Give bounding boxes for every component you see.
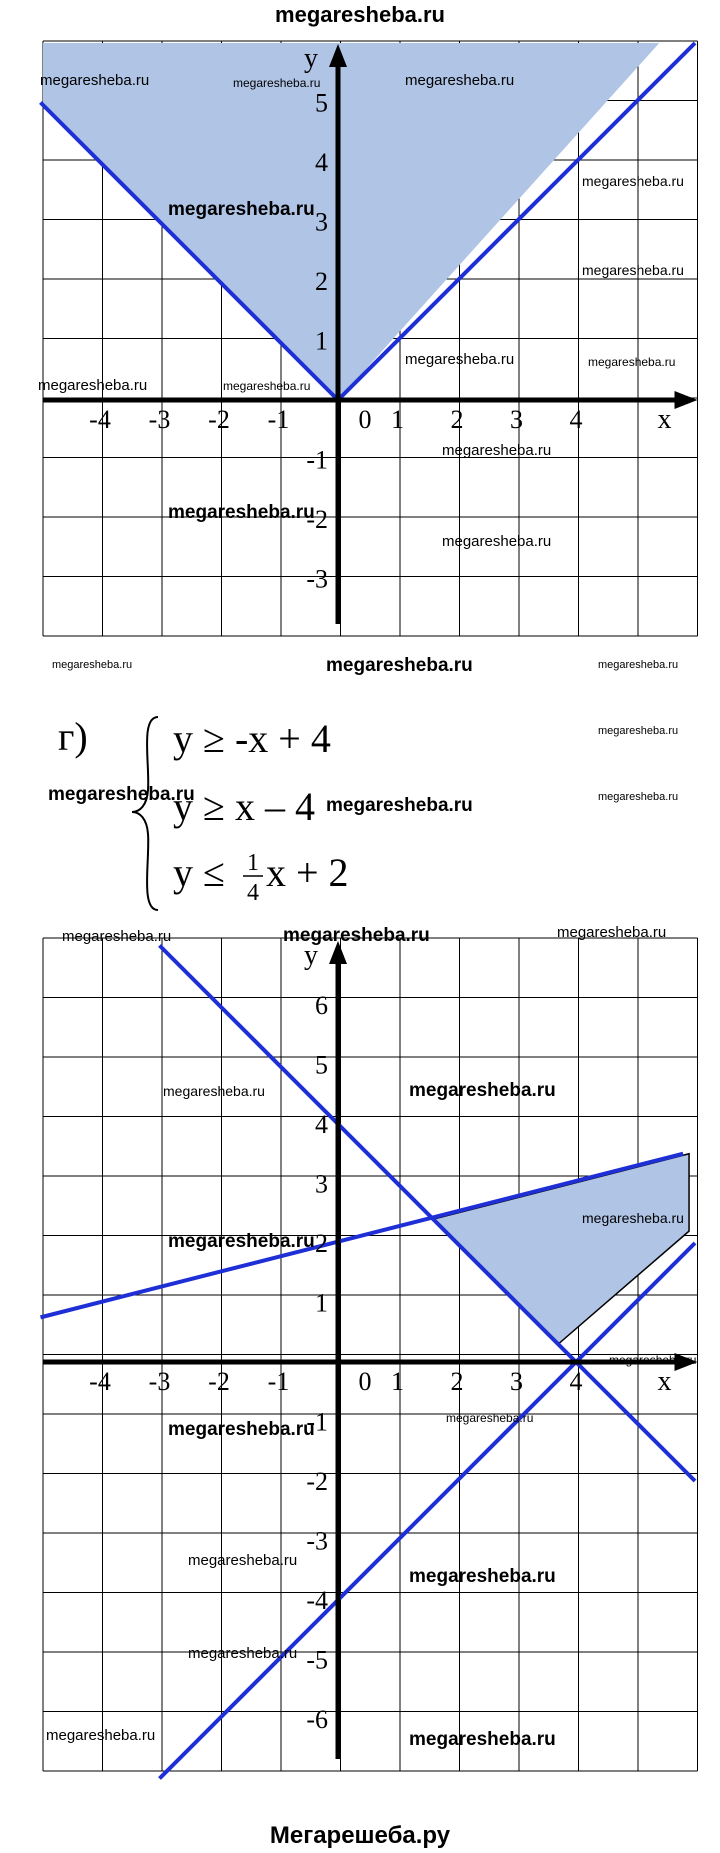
inequality-3-rhs: x + 2 (266, 850, 349, 895)
y-tick-label: 5 (315, 1050, 328, 1080)
watermark-text: megaresheba.ru (46, 1727, 156, 1744)
x-tick-label: 2 (450, 405, 464, 434)
watermark-text: megaresheba.ru (582, 1210, 684, 1226)
chart-2-grid (43, 938, 698, 1771)
system-label: г) (58, 714, 88, 759)
x-tick-label: 2 (450, 1367, 464, 1396)
watermark-text: megaresheba.ru (62, 928, 172, 945)
y-tick-label: 5 (315, 88, 328, 118)
y-tick-label: 1 (315, 1288, 328, 1318)
x-tick-label: -2 (208, 405, 230, 434)
chart-1-y-axis-label: y (304, 43, 318, 74)
inequality-2: y ≥ x – 4 (173, 784, 315, 829)
watermark-text: megaresheba.ru (52, 659, 133, 671)
watermark-text: megaresheba.ru (233, 76, 321, 90)
y-tick-label: -2 (306, 1467, 328, 1496)
watermark-text: megaresheba.ru (442, 442, 552, 459)
watermark-text: megaresheba.ru (38, 377, 148, 394)
watermark-text: megaresheba.ru (582, 173, 684, 189)
x-tick-label: 0 (358, 405, 372, 434)
x-tick-label: -2 (208, 1367, 230, 1396)
fraction-numerator: 1 (247, 850, 259, 876)
watermark-text: megaresheba.ru (609, 1353, 697, 1367)
chart-1-shaded-region (43, 43, 659, 400)
y-tick-label: -4 (306, 1586, 328, 1615)
footer-watermark: Мегарешеба.ру (269, 1822, 451, 1849)
watermark-text: megaresheba.ru (168, 502, 315, 523)
x-tick-label: -4 (89, 405, 111, 434)
y-tick-label: 3 (315, 207, 328, 237)
fraction-denominator: 4 (247, 880, 259, 906)
watermark-text: megaresheba.ru (409, 1566, 556, 1587)
watermark-text: megaresheba.ru (326, 795, 473, 816)
watermark-text: megaresheba.ru (48, 784, 195, 805)
watermark-text: megaresheba.ru (598, 791, 679, 803)
watermark-text: megaresheba.ru (283, 925, 430, 946)
watermark-text: megaresheba.ru (168, 1231, 315, 1252)
watermark-text: megaresheba.ru (40, 72, 150, 89)
brace-icon (132, 717, 158, 910)
inequality-1: y ≥ -x + 4 (173, 716, 331, 761)
y-tick-label: 4 (315, 148, 328, 177)
inequality-system (58, 714, 349, 910)
chart-2 (41, 938, 698, 1779)
header-watermark: megaresheba.ru (275, 2, 445, 27)
chart-2-shaded-region (433, 1154, 689, 1344)
y-tick-label: 6 (315, 991, 328, 1020)
x-tick-label: 3 (510, 405, 523, 434)
x-axis-arrow-icon (675, 391, 698, 409)
y-tick-label: -5 (306, 1645, 328, 1675)
y-tick-label: -1 (306, 1407, 328, 1437)
chart-1-x-axis-label: x (657, 404, 672, 435)
y-tick-label: 1 (315, 326, 328, 356)
watermark-text: megaresheba.ru (168, 1419, 315, 1440)
y-tick-label: -3 (306, 1526, 328, 1556)
watermark-text: megaresheba.ru (168, 199, 315, 220)
x-tick-label: 0 (358, 1367, 372, 1396)
y-tick-label: -1 (306, 445, 328, 475)
y-tick-label: 3 (315, 1169, 328, 1199)
watermark-text: megaresheba.ru (405, 351, 515, 368)
watermark-text: megaresheba.ru (582, 262, 684, 278)
x-tick-label: 1 (391, 1367, 404, 1396)
watermark-text: megaresheba.ru (326, 655, 473, 676)
watermark-text: megaresheba.ru (557, 924, 667, 941)
x-tick-label: 4 (569, 405, 583, 434)
watermark-text: megaresheba.ru (588, 355, 676, 369)
watermark-text: megaresheba.ru (598, 659, 679, 671)
y-tick-label: -6 (306, 1705, 328, 1734)
watermark-text: megaresheba.ru (163, 1083, 265, 1099)
y-tick-label: 2 (315, 1229, 328, 1258)
x-tick-label: -1 (267, 1367, 290, 1396)
x-tick-label: 1 (391, 405, 404, 434)
y-tick-label: 2 (315, 267, 328, 296)
watermark-text: megaresheba.ru (598, 725, 679, 737)
watermark-text: megaresheba.ru (188, 1552, 298, 1569)
x-tick-label: 3 (510, 1367, 523, 1396)
x-tick-label: -4 (89, 1367, 111, 1396)
watermark-text: megaresheba.ru (409, 1080, 556, 1101)
x-tick-label: -1 (267, 405, 290, 434)
chart-2-axes (43, 941, 698, 1759)
watermark-text: megaresheba.ru (446, 1411, 534, 1425)
watermark-text: megaresheba.ru (405, 72, 515, 89)
x-tick-label: -3 (148, 1367, 171, 1396)
chart-2-y-axis-label: y (304, 940, 318, 971)
watermark-text: megaresheba.ru (409, 1729, 556, 1750)
graph-line-2 (160, 1243, 696, 1779)
chart-1 (41, 41, 698, 636)
x-tick-label: 4 (569, 1367, 583, 1396)
watermark-text: megaresheba.ru (442, 533, 552, 550)
y-tick-label: 4 (315, 1110, 328, 1139)
watermark-text: megaresheba.ru (223, 379, 311, 393)
y-tick-label: -2 (306, 505, 328, 534)
y-tick-label: -3 (306, 564, 328, 594)
chart-2-x-axis-label: x (657, 1366, 672, 1397)
watermark-text: megaresheba.ru (188, 1645, 298, 1662)
inequality-3-lhs: y ≤ (173, 850, 225, 895)
x-tick-label: -3 (148, 405, 171, 434)
